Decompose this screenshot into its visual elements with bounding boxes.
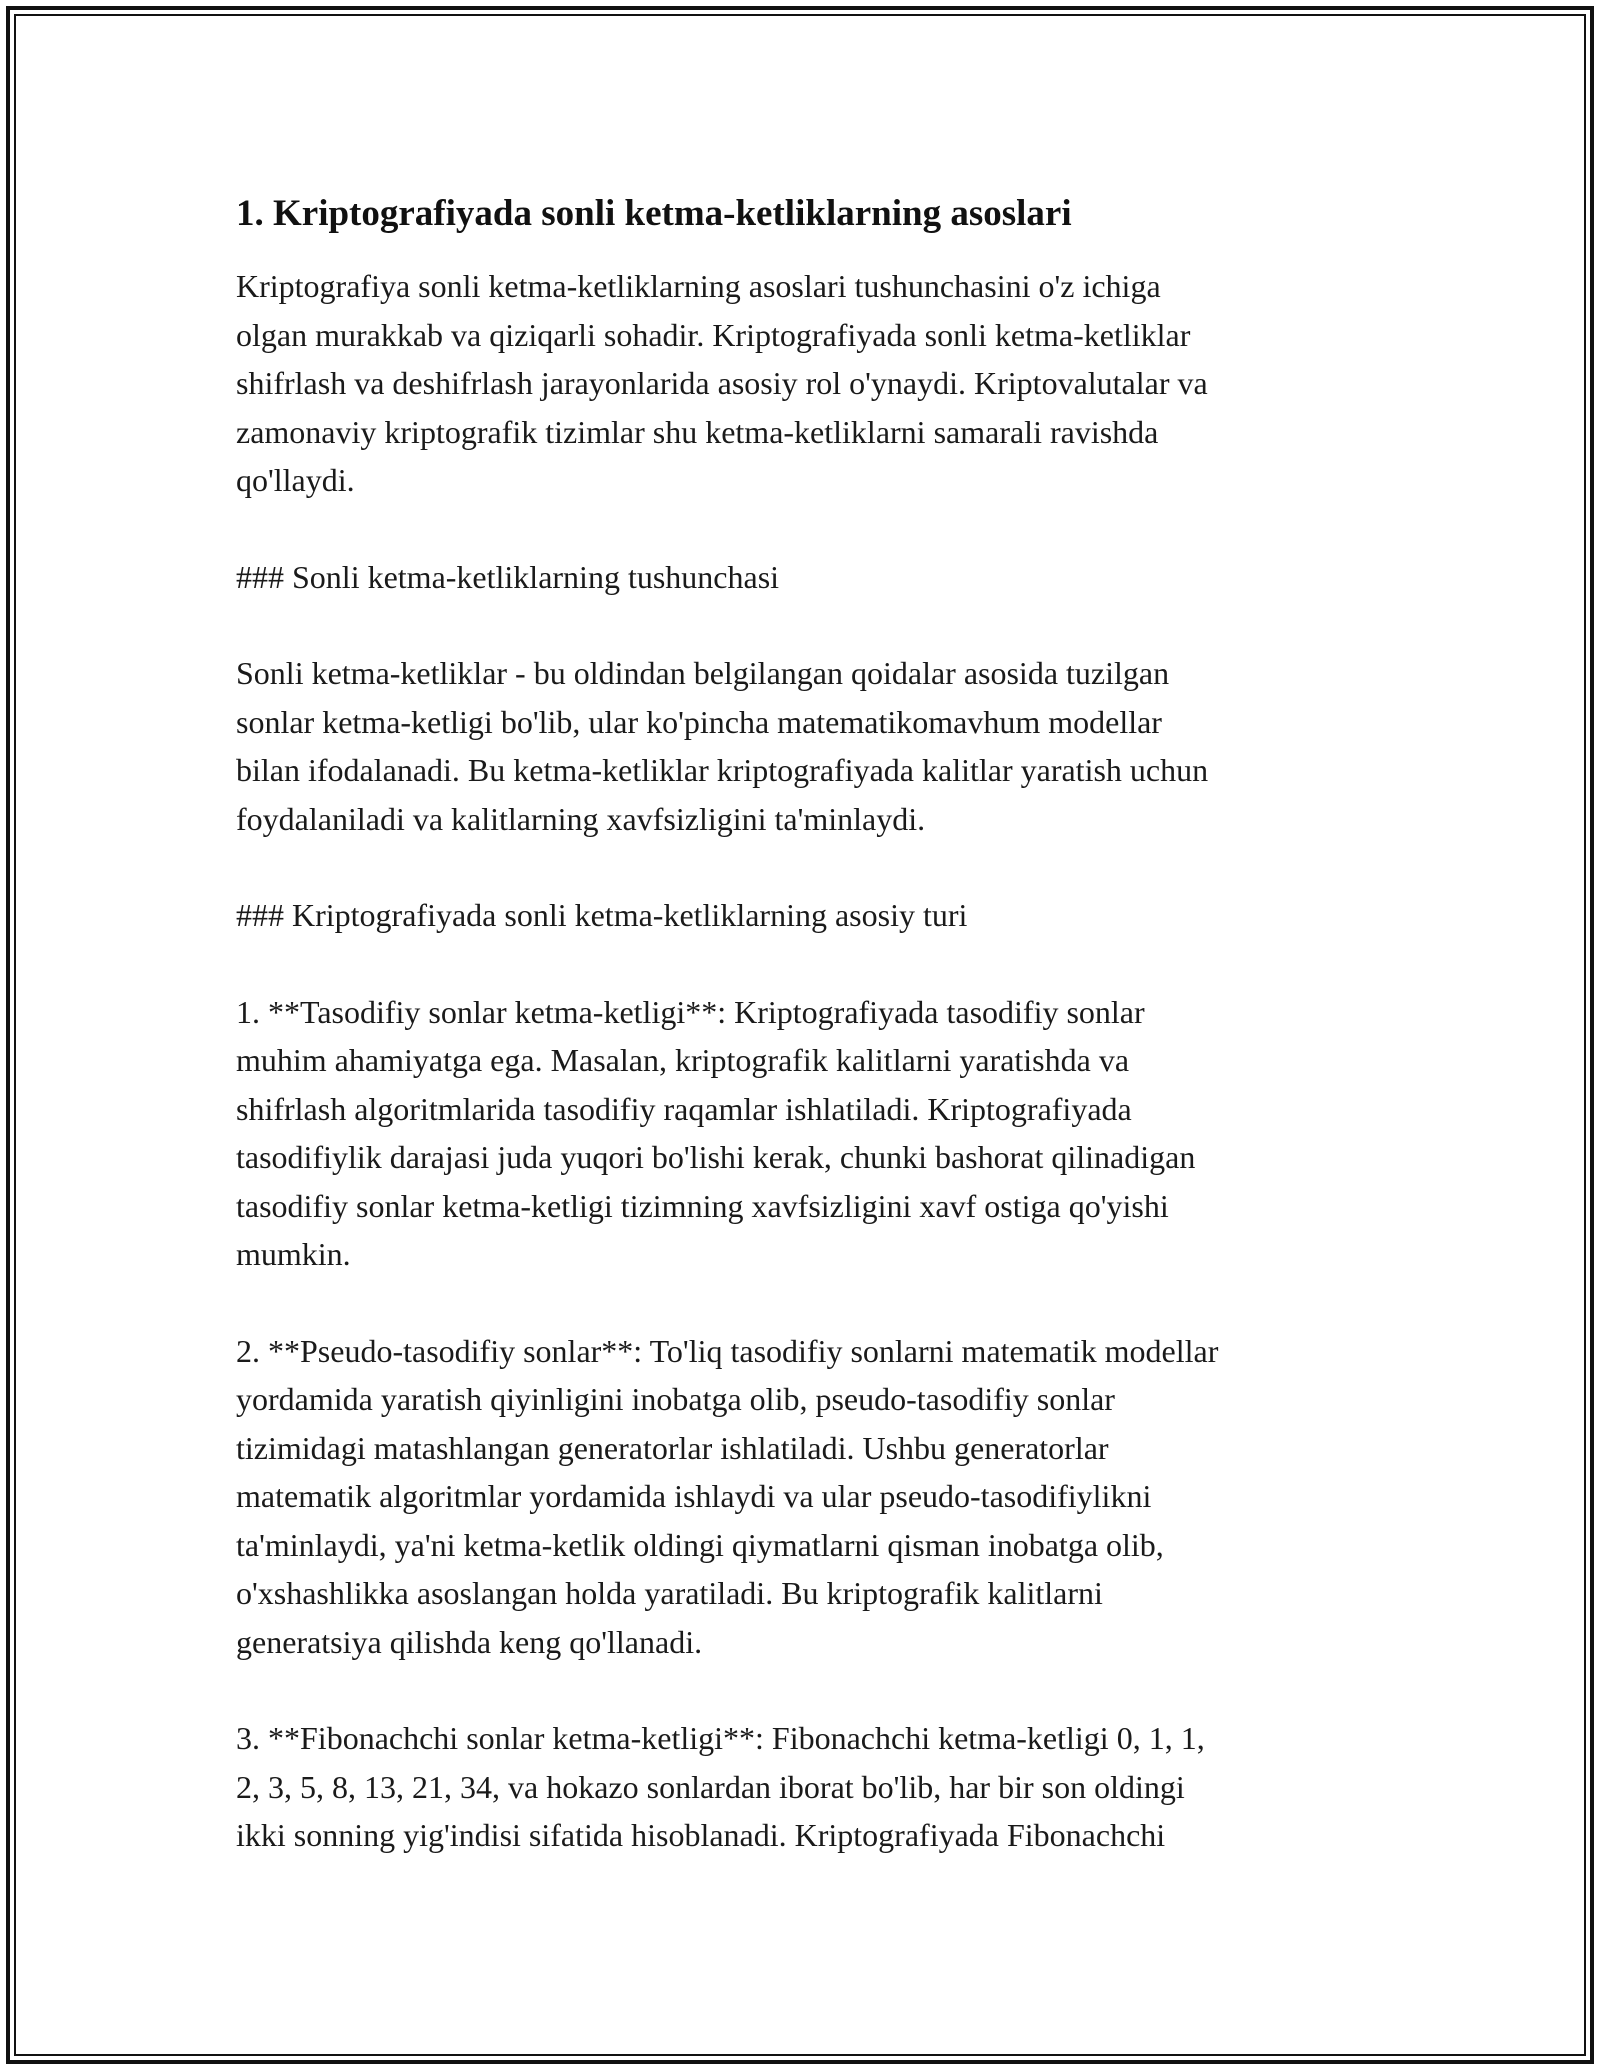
section-heading-types xyxy=(236,891,1376,940)
text-line: 2, 3, 5, 8, 13, 21, 34, va hokazo sonlardan iborat bo'lib, har bir son oldingi xyxy=(236,1768,1185,1805)
text-line: qo'llaydi. xyxy=(236,462,355,498)
text-line: foydalaniladi va kalitlarning xavfsizligini ta'minlaydi. xyxy=(236,800,926,837)
paragraph-concept xyxy=(236,649,1376,843)
text-line: ikki sonning yig'indisi sifatida hisoblanadi. Kriptografiyada Fibonachchi xyxy=(236,1817,1166,1853)
document-title: 1. Kriptografiyada sonli ketma-ketliklarning asoslari xyxy=(236,193,1072,234)
text-line: shifrlash algoritmlarida tasodifiy raqamlar ishlatiladi. Kriptografiyada xyxy=(236,1090,1132,1127)
text-line: matematik algoritmlar yordamida ishlaydi va ular pseudo-tasodifiylikni xyxy=(236,1478,1152,1514)
paragraph-intro xyxy=(236,262,1376,505)
text-line: ### Kriptografiyada sonli ketma-ketliklarning asosiy turi xyxy=(236,897,968,933)
text-line: 3. **Fibonachchi sonlar ketma-ketligi**: Fibonachchi ketma-ketligi 0, 1, 1, xyxy=(236,1720,1205,1756)
text-line: generatsiya qilishda keng qo'llanadi. xyxy=(236,1623,703,1660)
text-line: tizimidagi matashlangan generatorlar ishlatiladi. Ushbu generatorlar xyxy=(236,1429,1109,1466)
text-line: yordamida yaratish qiyinligini inobatga olib, pseudo-tasodifiy sonlar xyxy=(236,1381,1115,1417)
text-line: tasodifiy sonlar ketma-ketligi tizimning xavfsizligini xavf ostiga qo'yishi xyxy=(236,1187,1169,1224)
text-line: bilan ifodalanadi. Bu ketma-ketliklar kriptografiyada kalitlar yaratish uchun xyxy=(236,752,1209,788)
text-line: Sonli ketma-ketliklar - bu oldindan belgilangan qoidalar asosida tuzilgan xyxy=(236,655,1170,691)
text-line: muhim ahamiyatga ega. Masalan, kriptografik kalitlarni yaratishda va xyxy=(236,1042,1130,1078)
text-line: shifrlash va deshifrlash jarayonlarida asosiy rol o'ynaydi. Kriptovalutalar va xyxy=(236,365,1208,401)
text-line: sonlar ketma-ketligi bo'lib, ular ko'pincha matematikomavhum modellar xyxy=(236,703,1162,740)
text-line: olgan murakkab va qiziqarli sohadir. Kriptografiyada sonli ketma-ketliklar xyxy=(236,316,1191,353)
section-heading-concept xyxy=(236,553,1376,602)
text-line: o'xshashlikka asoslangan holda yaratiladi. Bu kriptografik kalitlarni xyxy=(236,1575,1103,1611)
text-line: ta'minlaydi, ya'ni ketma-ketlik oldingi qiymatlarni qisman inobatga olib, xyxy=(236,1526,1164,1563)
text-line: mumkin. xyxy=(236,1236,351,1272)
text-line: zamonaviy kriptografik tizimlar shu ketma-ketliklarni samarali ravishda xyxy=(236,413,1159,450)
text-line: 1. **Tasodifiy sonlar ketma-ketligi**: Kriptografiyada tasodifiy sonlar xyxy=(236,993,1145,1030)
text-line: Kriptografiya sonli ketma-ketliklarning asoslari tushunchasini o'z ichiga xyxy=(236,268,1161,304)
text-line: ### Sonli ketma-ketliklarning tushunchasi xyxy=(236,558,780,595)
text-line: tasodifiylik darajasi juda yuqori bo'lishi kerak, chunki bashorat qilinadigan xyxy=(236,1139,1196,1175)
list-item-pseudo-random xyxy=(236,1327,1376,1667)
list-item-fibonacci xyxy=(236,1714,1376,1860)
document-body xyxy=(236,186,1376,1908)
list-item-random-numbers xyxy=(236,988,1376,1279)
text-line: 2. **Pseudo-tasodifiy sonlar**: To'liq tasodifiy sonlarni matematik modellar xyxy=(236,1332,1219,1369)
